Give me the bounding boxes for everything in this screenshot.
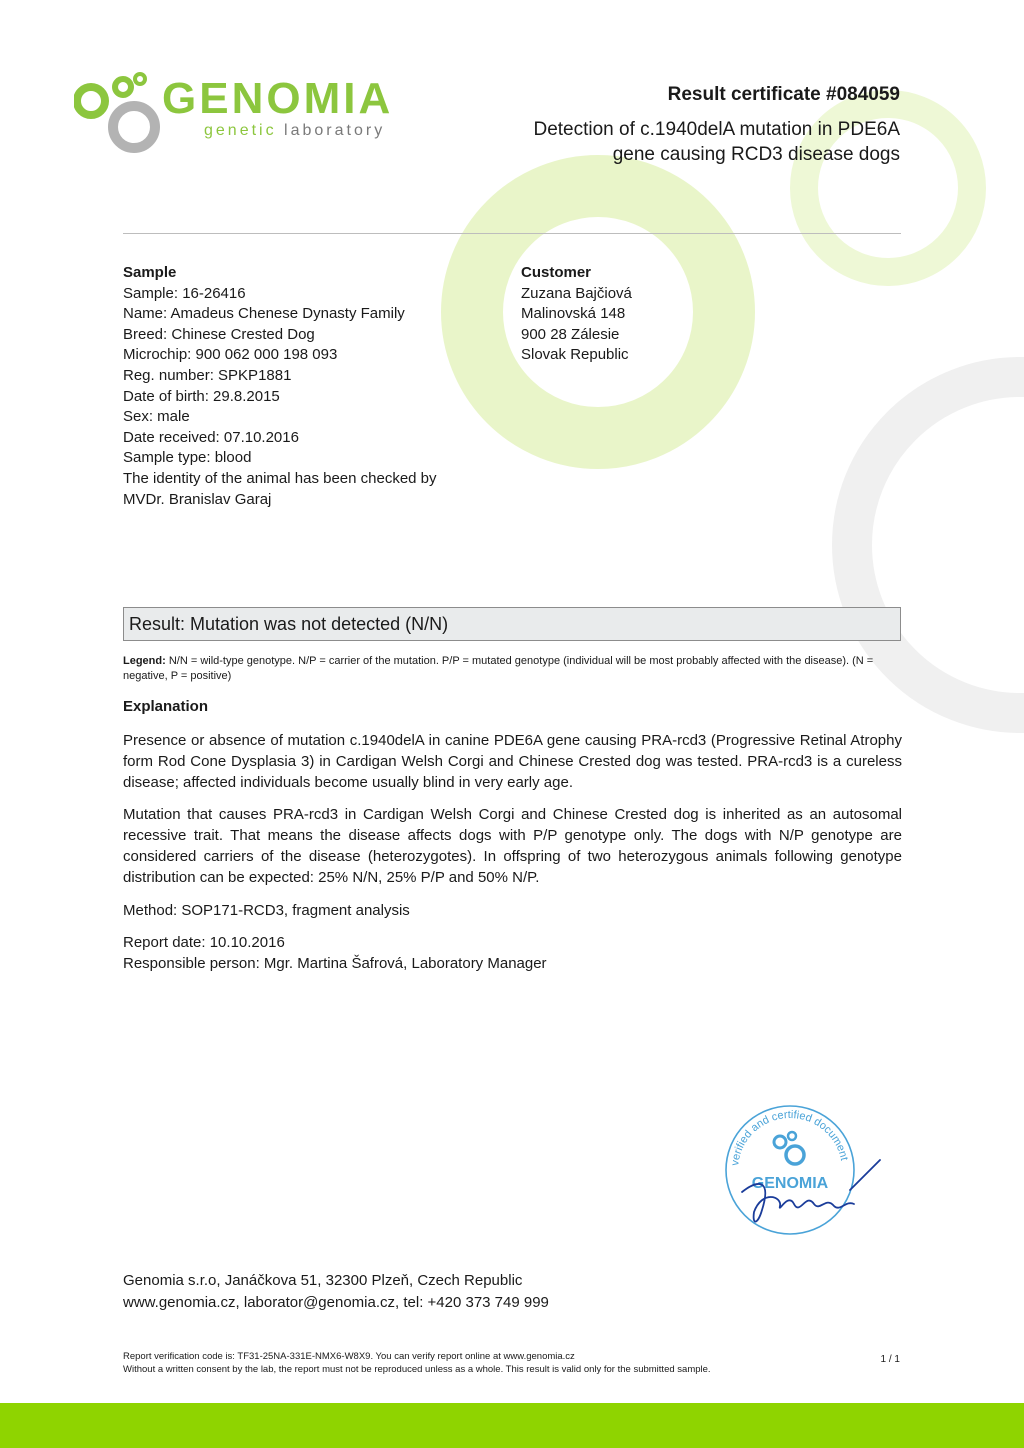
sample-sex: Sex: male bbox=[123, 408, 190, 426]
sample-reg-number: Reg. number: SPKP1881 bbox=[123, 366, 292, 384]
lab-contact-line: www.genomia.cz, laborator@genomia.cz, tel: +420 373 749 999 bbox=[123, 1293, 549, 1311]
customer-street: Malinovská 148 bbox=[521, 305, 626, 323]
report-date: Report date: 10.10.2016 bbox=[123, 934, 285, 951]
stamp-brand: GENOMIA bbox=[751, 1175, 829, 1192]
result-box: Result: Mutation was not detected (N/N) bbox=[123, 607, 901, 641]
logo-dot-green-small bbox=[115, 79, 131, 95]
legend-text: N/N = wild-type genotype. N/P = carrier of the mutation. P/P = mutated genotype (individual will be most probably affected with the disease). (N = negative, P = positive) bbox=[123, 655, 874, 682]
customer-section bbox=[521, 263, 771, 366]
stamp-logo-dot-1 bbox=[774, 1136, 786, 1148]
customer-heading: Customer bbox=[521, 264, 592, 281]
certificate-title: Result certificate #084059 bbox=[667, 84, 900, 105]
certification-stamp bbox=[722, 1100, 882, 1235]
logo-dot-grey-large bbox=[113, 106, 155, 148]
disclaimer: Without a written consent by the lab, the report must not be reproduced unless as a whole. This result is valid only for the submitted sample. bbox=[123, 1364, 711, 1375]
sample-id: Sample: 16-26416 bbox=[123, 284, 246, 302]
sample-heading: Sample bbox=[123, 264, 177, 281]
logo-tagline-laboratory: laboratory bbox=[284, 122, 386, 139]
sample-breed: Breed: Chinese Crested Dog bbox=[123, 325, 315, 343]
sample-section bbox=[123, 263, 483, 510]
lab-address-line1: Genomia s.r.o, Janáčkova 51, 32300 Plzeň, Czech Republic bbox=[123, 1272, 523, 1289]
sample-microchip: Microchip: 900 062 000 198 093 bbox=[123, 346, 338, 364]
sample-birth-date: Date of birth: 29.8.2015 bbox=[123, 387, 280, 405]
legend-label: Legend: bbox=[123, 655, 166, 667]
certificate-subtitle bbox=[480, 117, 900, 167]
logo-dot-green-tiny bbox=[135, 74, 145, 84]
logo-brand-name: GENOMIA bbox=[162, 74, 394, 123]
responsible-person: Responsible person: Mgr. Martina Šafrová, Laboratory Manager bbox=[123, 955, 547, 972]
logo-tagline bbox=[204, 122, 385, 140]
lab-address bbox=[123, 1270, 549, 1313]
sample-date-received: Date received: 07.10.2016 bbox=[123, 428, 299, 446]
method: Method: SOP171-RCD3, fragment analysis bbox=[123, 902, 410, 919]
customer-city: 900 28 Zálesie bbox=[521, 325, 620, 343]
stamp-arc-text: verified and certified document bbox=[729, 1108, 851, 1167]
sample-name: Name: Amadeus Chenese Dynasty Family bbox=[123, 305, 405, 323]
sample-vet-name: MVDr. Branislav Garaj bbox=[123, 490, 272, 508]
logo-tagline-genetic: genetic bbox=[204, 122, 277, 139]
legend bbox=[123, 654, 903, 683]
stamp-logo-dot-3 bbox=[788, 1132, 796, 1140]
header-divider bbox=[123, 233, 901, 234]
explanation-paragraph-1: Presence or absence of mutation c.1940delA in canine PDE6A gene causing PRA-rcd3 (Progressive Retinal Atrophy form Rod Cone Dysplasia 3) in Cardigan Welsh Corgi and Chinese Crested dog was tested. PRA-rcd3 is a cureless disease; affected individuals become usually blind in very early age. bbox=[123, 732, 902, 791]
sample-type: Sample type: blood bbox=[123, 449, 252, 467]
sample-identity-check: The identity of the animal has been checked by bbox=[123, 469, 437, 487]
customer-name: Zuzana Bajčiová bbox=[521, 284, 632, 302]
explanation-paragraph-2: Mutation that causes PRA-rcd3 in Cardigan Welsh Corgi and Chinese Crested dog is inherited as an autosomal recessive trait. That means the disease affects dogs with P/P genotype only. The dogs with N/P genotype are considered carriers of the disease (heterozygotes). In offspring of two heterozygous animals following genotype distribution can be expected: 25% N/N, 25% P/P and 50% N/P. bbox=[123, 806, 902, 886]
stamp-outer-ring bbox=[726, 1106, 854, 1234]
explanation-heading: Explanation bbox=[123, 698, 209, 715]
footer-notes bbox=[123, 1350, 883, 1376]
stamp-logo-dot-2 bbox=[786, 1146, 804, 1164]
report-info bbox=[123, 932, 902, 974]
bottom-green-bar bbox=[0, 1403, 1024, 1448]
certificate-subtitle-line2: gene causing RCD3 disease dogs bbox=[612, 144, 900, 165]
verification-code: Report verification code is: TF31-25NA-331E-NMX6-W8X9. You can verify report online at www.genomia.cz bbox=[123, 1351, 575, 1362]
logo-dot-green-large bbox=[77, 87, 105, 115]
customer-country: Slovak Republic bbox=[521, 346, 629, 364]
certificate-subtitle-line1: Detection of c.1940delA mutation in PDE6A bbox=[533, 119, 900, 140]
page-number: 1 / 1 bbox=[880, 1354, 900, 1365]
